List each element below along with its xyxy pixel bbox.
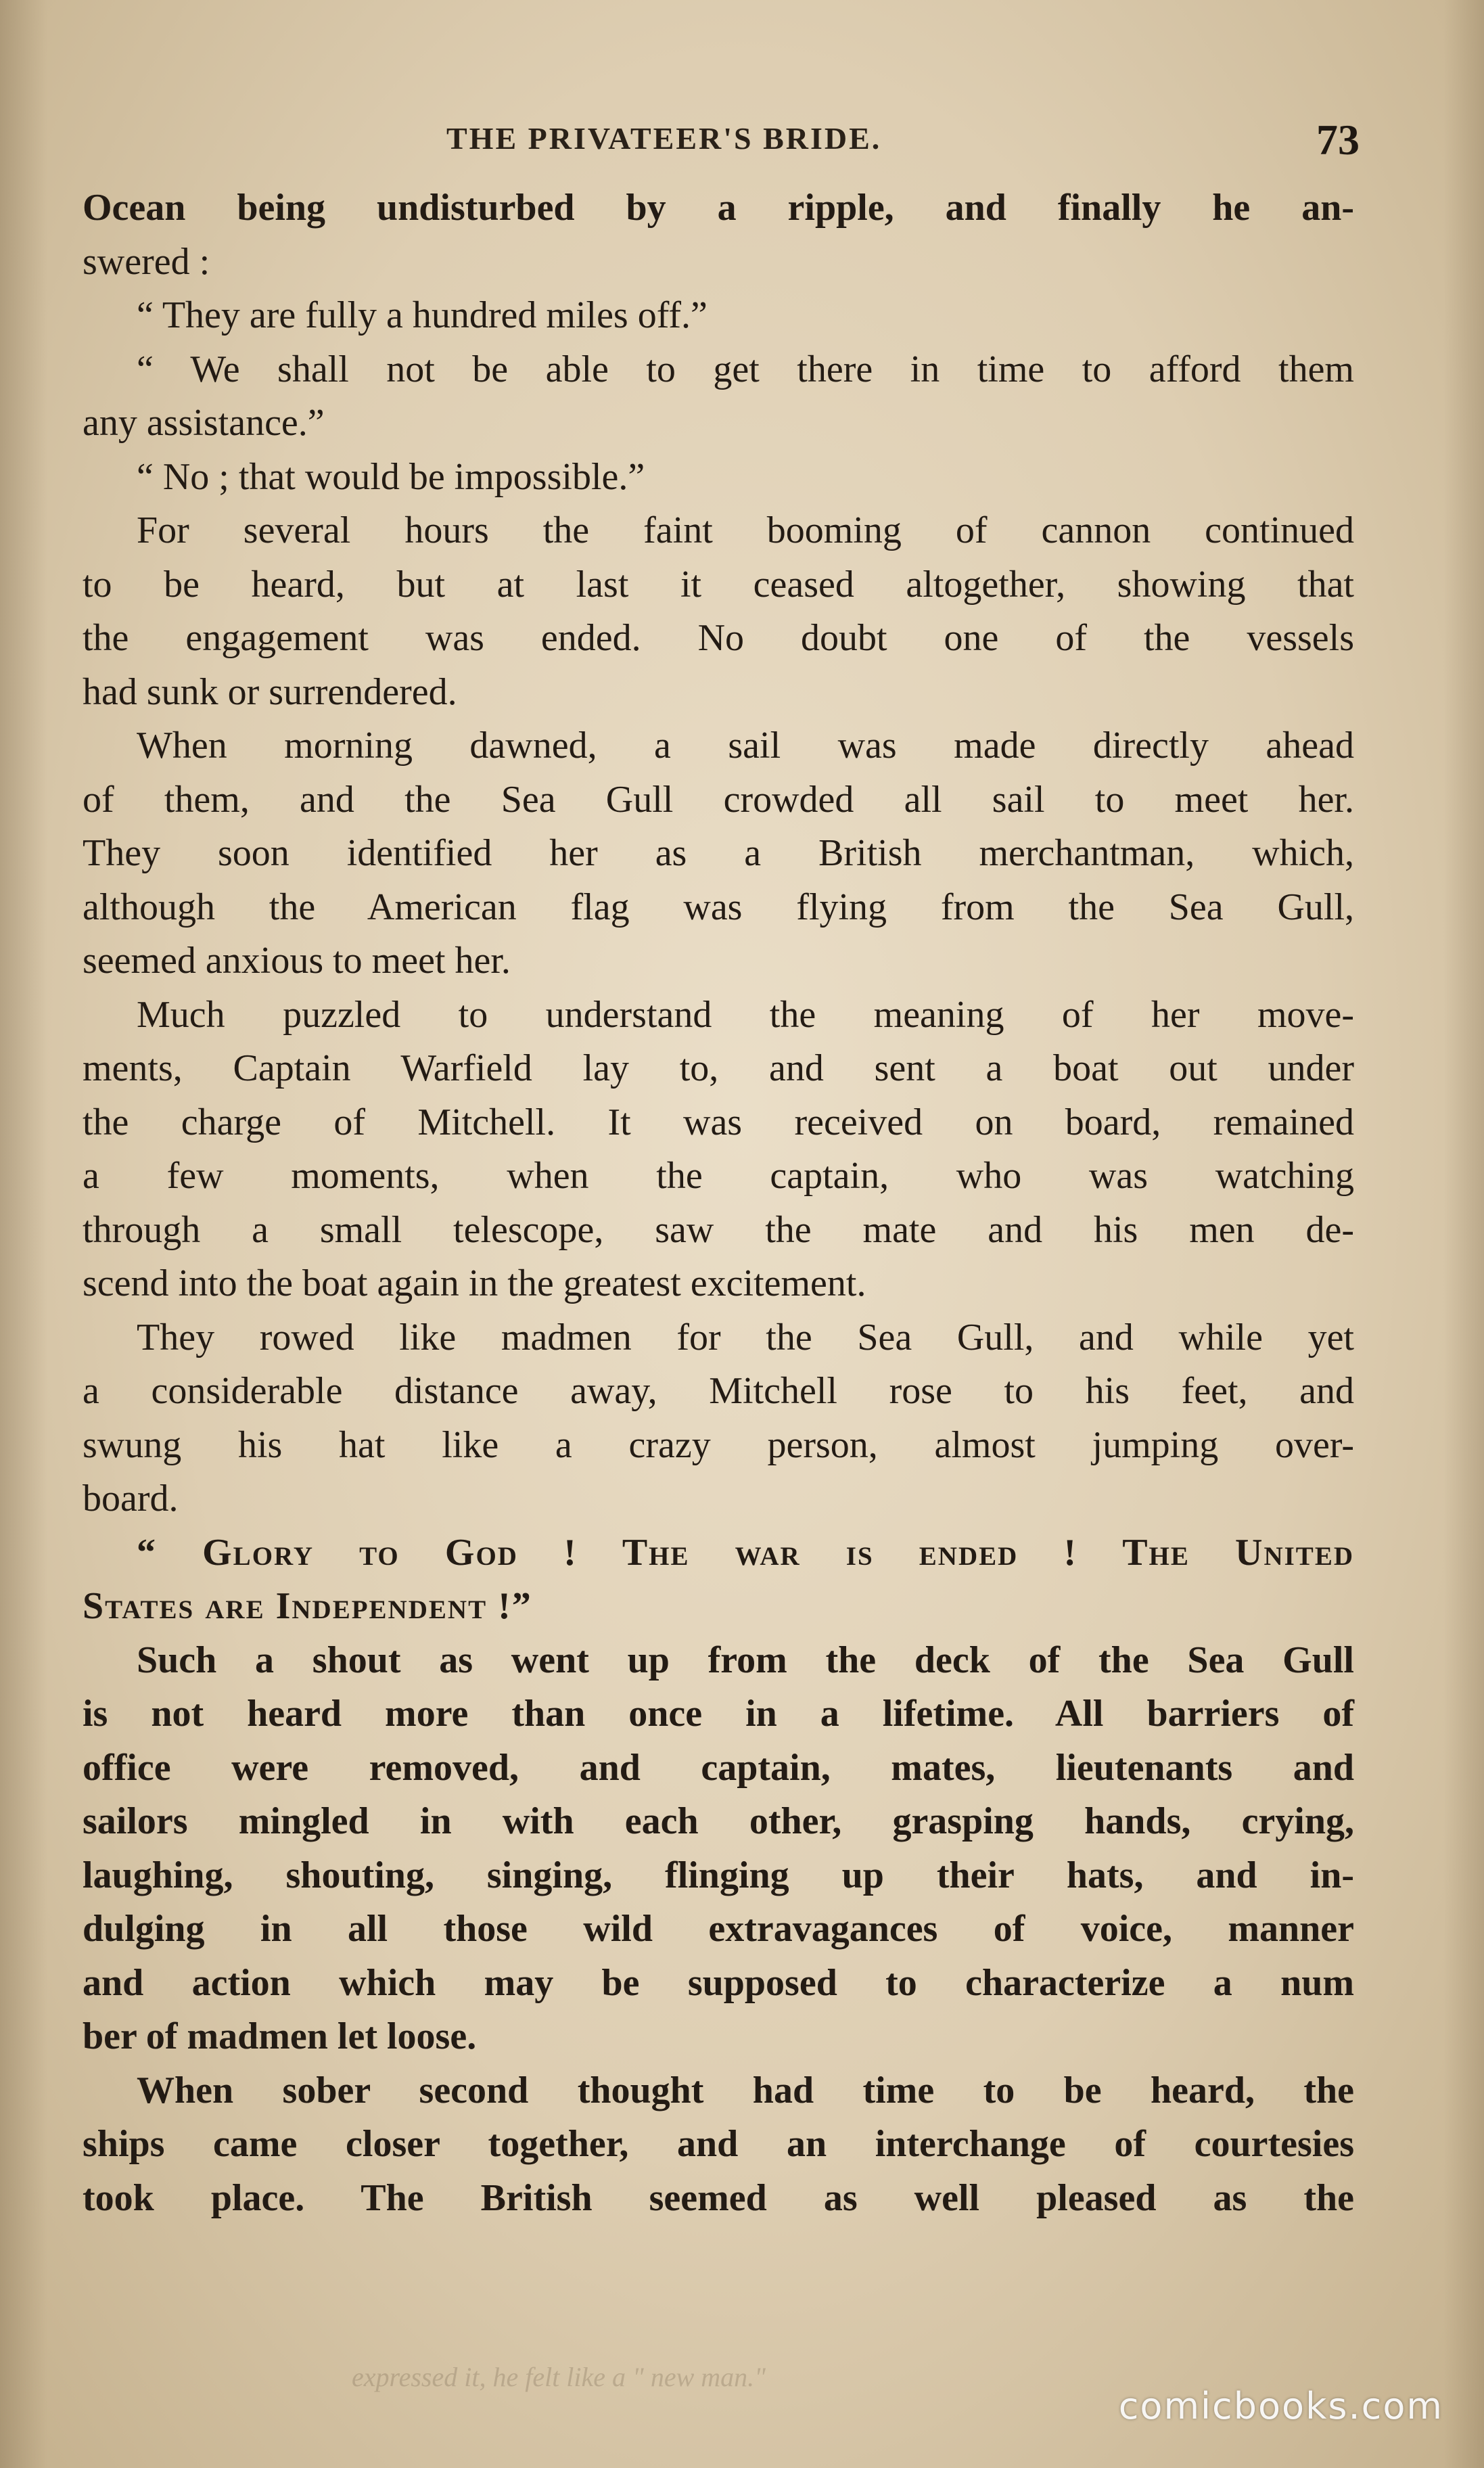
text-line: seemed anxious to meet her. <box>83 940 511 982</box>
text-line: scend into the boat again in the greatest excitement. <box>83 1262 866 1304</box>
text-line: States are Independent !” <box>83 1585 532 1627</box>
text-line: They rowed like madmen for the Sea Gull, and while yet <box>137 1316 1354 1358</box>
text-line: is not heard more than once in a lifetime. All barriers of <box>83 1693 1354 1735</box>
text-line: ships came closer together, and an interchange of courtesies <box>83 2123 1354 2165</box>
text-line: took place. The British seemed as well pleased as the <box>83 2176 1354 2219</box>
text-line: “ Glory to God ! The war is ended ! The United <box>137 1531 1354 1574</box>
text-line: office were removed, and captain, mates, lieutenants and <box>83 1746 1354 1789</box>
page-header <box>88 115 1360 169</box>
text-line: ber of madmen let loose. <box>83 2015 477 2057</box>
text-line: board. <box>83 1478 179 1519</box>
text-line: of them, and the Sea Gull crowded all sail to meet her. <box>83 778 1354 821</box>
text-line: through a small telescope, saw the mate and his men de- <box>83 1208 1354 1251</box>
text-line: When sober second thought had time to be heard, the <box>137 2069 1354 2111</box>
text-line: to be heard, but at last it ceased altogether, showing that <box>83 563 1354 605</box>
bleed-through-text: expressed it, he felt like a " new man." <box>352 2362 766 2392</box>
text-line: Such a shout as went up from the deck of the Sea Gull <box>137 1639 1354 1681</box>
text-line: When morning dawned, a sail was made directly ahead <box>137 725 1354 767</box>
text-line: Much puzzled to understand the meaning of her move- <box>137 993 1354 1036</box>
text-line: swered : <box>83 240 210 283</box>
text-line: any assistance.” <box>83 402 325 444</box>
body-text <box>83 181 1354 2225</box>
text-line: For several hours the faint booming of cannon continued <box>137 509 1354 551</box>
text-line: laughing, shouting, singing, flinging up their hats, and in- <box>83 1854 1354 1896</box>
text-line: “ They are fully a hundred miles off.” <box>137 294 708 336</box>
text-line: the engagement was ended. No doubt one of the vessels <box>83 617 1354 659</box>
text-line: “ We shall not be able to get there in time to afford them <box>137 348 1354 390</box>
text-line: a considerable distance away, Mitchell rose to his feet, and <box>83 1370 1354 1412</box>
text-line: and action which may be supposed to characterize a num <box>83 1961 1354 2004</box>
text-line: the charge of Mitchell. It was received on board, remained <box>83 1101 1354 1143</box>
watermark: comicbooks.com <box>1118 2385 1443 2427</box>
text-line: a few moments, when the captain, who was watching <box>83 1155 1354 1197</box>
page-number: 73 <box>1316 116 1360 164</box>
text-line: swung his hat like a crazy person, almost jumping over- <box>83 1423 1354 1466</box>
text-line: ments, Captain Warfield lay to, and sent a boat out under <box>83 1047 1354 1089</box>
text-line: “ No ; that would be impossible.” <box>137 455 645 498</box>
text-line: They soon identified her as a British merchantman, which, <box>83 832 1354 874</box>
text-line: although the American flag was flying from the Sea Gull, <box>83 886 1354 928</box>
text-line: Ocean being undisturbed by a ripple, and finally he an- <box>83 187 1354 229</box>
running-title: THE PRIVATEER'S BRIDE. <box>446 121 882 156</box>
text-line: sailors mingled in with each other, grasping hands, crying, <box>83 1800 1354 1842</box>
text-line: had sunk or surrendered. <box>83 670 457 713</box>
text-line: dulging in all those wild extravagances of voice, manner <box>83 1908 1354 1950</box>
